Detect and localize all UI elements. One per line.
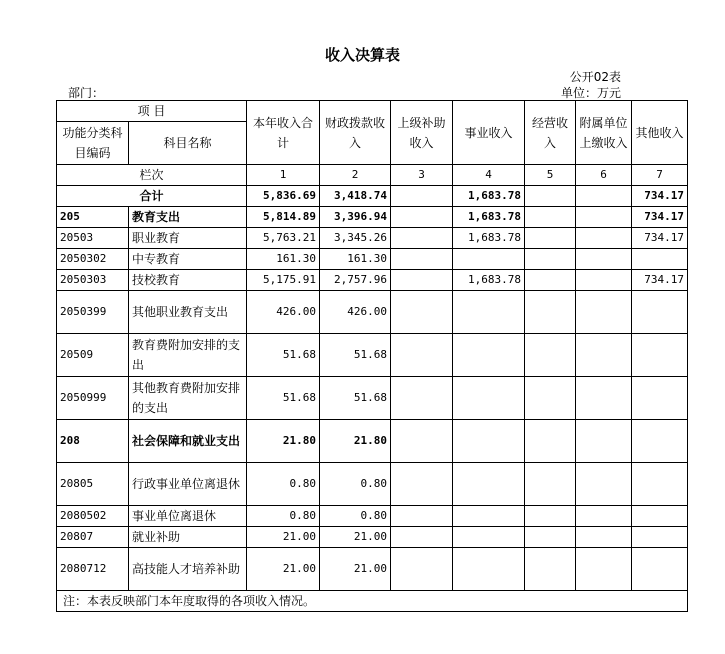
value-cell xyxy=(391,207,453,228)
value-cell xyxy=(525,506,576,527)
table-row xyxy=(57,207,688,228)
value-cell: 0.80 xyxy=(320,506,391,527)
value-cell xyxy=(632,291,688,334)
value-cell xyxy=(391,334,453,377)
header-business-income: 事业收入 xyxy=(453,101,525,165)
header-subject-name: 科目名称 xyxy=(129,122,247,165)
code-cell: 20805 xyxy=(57,463,129,506)
table-note: 注：本表反映部门本年度取得的各项收入情况。 xyxy=(57,591,688,612)
value-cell: 3,345.26 xyxy=(320,228,391,249)
value-cell xyxy=(391,548,453,591)
total-cell: 3,418.74 xyxy=(320,186,391,207)
value-cell xyxy=(453,548,525,591)
value-cell xyxy=(391,463,453,506)
seq-cell: 4 xyxy=(453,165,525,186)
value-cell xyxy=(632,377,688,420)
total-cell xyxy=(391,186,453,207)
seq-label: 栏次 xyxy=(57,165,247,186)
table-row xyxy=(57,506,688,527)
department-label: 部门： xyxy=(68,86,105,100)
table-row xyxy=(57,228,688,249)
value-cell: 161.30 xyxy=(320,249,391,270)
value-cell xyxy=(632,506,688,527)
code-cell: 2050399 xyxy=(57,291,129,334)
value-cell xyxy=(525,207,576,228)
code-cell: 20509 xyxy=(57,334,129,377)
subject-name-cell: 其他职业教育支出 xyxy=(129,291,247,334)
value-cell: 21.00 xyxy=(247,548,320,591)
value-cell xyxy=(391,249,453,270)
table-row xyxy=(57,249,688,270)
value-cell xyxy=(525,420,576,463)
value-cell xyxy=(632,420,688,463)
value-cell xyxy=(525,291,576,334)
header-superior-subsidy: 上级补助收入 xyxy=(391,101,453,165)
subject-name-cell: 高技能人才培养补助 xyxy=(129,548,247,591)
table-row xyxy=(57,377,688,420)
value-cell: 0.80 xyxy=(247,506,320,527)
value-cell: 51.68 xyxy=(247,334,320,377)
total-cell: 1,683.78 xyxy=(453,186,525,207)
value-cell xyxy=(453,377,525,420)
code-cell: 2050303 xyxy=(57,270,129,291)
value-cell: 734.17 xyxy=(632,228,688,249)
code-cell: 20807 xyxy=(57,527,129,548)
total-label: 合计 xyxy=(57,186,247,207)
seq-cell: 5 xyxy=(525,165,576,186)
value-cell: 51.68 xyxy=(320,334,391,377)
total-cell: 5,836.69 xyxy=(247,186,320,207)
value-cell xyxy=(453,527,525,548)
value-cell xyxy=(453,334,525,377)
code-cell: 2080712 xyxy=(57,548,129,591)
total-row xyxy=(57,186,688,207)
value-cell: 21.00 xyxy=(320,527,391,548)
value-cell xyxy=(525,228,576,249)
value-cell xyxy=(576,377,632,420)
code-cell: 208 xyxy=(57,420,129,463)
seq-cell: 2 xyxy=(320,165,391,186)
value-cell xyxy=(525,527,576,548)
total-cell xyxy=(576,186,632,207)
value-cell xyxy=(632,249,688,270)
value-cell: 5,814.89 xyxy=(247,207,320,228)
code-cell: 205 xyxy=(57,207,129,228)
value-cell xyxy=(453,291,525,334)
value-cell xyxy=(576,506,632,527)
value-cell xyxy=(576,249,632,270)
value-cell xyxy=(525,463,576,506)
value-cell xyxy=(576,207,632,228)
total-cell xyxy=(525,186,576,207)
subject-name-cell: 社会保障和就业支出 xyxy=(129,420,247,463)
value-cell xyxy=(453,506,525,527)
value-cell: 51.68 xyxy=(247,377,320,420)
value-cell xyxy=(632,527,688,548)
value-cell: 2,757.96 xyxy=(320,270,391,291)
value-cell xyxy=(525,270,576,291)
value-cell: 1,683.78 xyxy=(453,228,525,249)
subject-name-cell: 就业补助 xyxy=(129,527,247,548)
header-operating-income: 经营收入 xyxy=(525,101,576,165)
header-func-code: 功能分类科目编码 xyxy=(57,122,129,165)
header-affiliated-income: 附属单位上缴收入 xyxy=(576,101,632,165)
table-row xyxy=(57,270,688,291)
value-cell: 51.68 xyxy=(320,377,391,420)
value-cell xyxy=(391,420,453,463)
value-cell xyxy=(453,249,525,270)
value-cell: 0.80 xyxy=(247,463,320,506)
income-final-accounts-table xyxy=(56,100,688,612)
header-item: 项 目 xyxy=(57,101,247,122)
seq-cell: 3 xyxy=(391,165,453,186)
value-cell: 426.00 xyxy=(247,291,320,334)
value-cell xyxy=(391,270,453,291)
value-cell xyxy=(391,228,453,249)
value-cell xyxy=(576,548,632,591)
header-other-income: 其他收入 xyxy=(632,101,688,165)
header-total-income: 本年收入合计 xyxy=(247,101,320,165)
value-cell xyxy=(576,334,632,377)
total-cell: 734.17 xyxy=(632,186,688,207)
seq-cell: 1 xyxy=(247,165,320,186)
table-row xyxy=(57,291,688,334)
value-cell: 1,683.78 xyxy=(453,270,525,291)
subject-name-cell: 技校教育 xyxy=(129,270,247,291)
table-row xyxy=(57,334,688,377)
value-cell: 5,763.21 xyxy=(247,228,320,249)
subject-name-cell: 教育费附加安排的支出 xyxy=(129,334,247,377)
subject-name-cell: 其他教育费附加安排的支出 xyxy=(129,377,247,420)
value-cell: 161.30 xyxy=(247,249,320,270)
subject-name-cell: 事业单位离退休 xyxy=(129,506,247,527)
value-cell xyxy=(525,249,576,270)
unit-label: 单位：万元 xyxy=(560,86,621,100)
value-cell: 1,683.78 xyxy=(453,207,525,228)
subject-name-cell: 职业教育 xyxy=(129,228,247,249)
value-cell: 0.80 xyxy=(320,463,391,506)
seq-cell: 6 xyxy=(576,165,632,186)
subject-name-cell: 行政事业单位离退休 xyxy=(129,463,247,506)
seq-cell: 7 xyxy=(632,165,688,186)
header-fiscal-income: 财政拨款收入 xyxy=(320,101,391,165)
code-cell: 20503 xyxy=(57,228,129,249)
value-cell xyxy=(576,527,632,548)
subject-name-cell: 教育支出 xyxy=(129,207,247,228)
value-cell xyxy=(525,334,576,377)
table-row xyxy=(57,463,688,506)
value-cell: 734.17 xyxy=(632,207,688,228)
value-cell xyxy=(576,291,632,334)
value-cell xyxy=(391,506,453,527)
value-cell: 734.17 xyxy=(632,270,688,291)
value-cell: 21.00 xyxy=(320,548,391,591)
value-cell xyxy=(576,228,632,249)
value-cell xyxy=(391,377,453,420)
value-cell xyxy=(576,270,632,291)
report-title: 收入决算表 xyxy=(324,46,400,64)
table-row xyxy=(57,548,688,591)
value-cell xyxy=(632,463,688,506)
note-row xyxy=(57,591,688,612)
value-cell: 3,396.94 xyxy=(320,207,391,228)
value-cell xyxy=(576,420,632,463)
value-cell: 21.00 xyxy=(247,527,320,548)
value-cell: 426.00 xyxy=(320,291,391,334)
code-cell: 2050302 xyxy=(57,249,129,270)
value-cell: 21.80 xyxy=(247,420,320,463)
value-cell xyxy=(453,420,525,463)
subject-name-cell: 中专教育 xyxy=(129,249,247,270)
value-cell xyxy=(391,527,453,548)
value-cell xyxy=(525,548,576,591)
value-cell xyxy=(632,548,688,591)
value-cell xyxy=(453,463,525,506)
value-cell xyxy=(391,291,453,334)
value-cell xyxy=(632,334,688,377)
value-cell xyxy=(525,377,576,420)
value-cell: 21.80 xyxy=(320,420,391,463)
form-number: 公开02表 xyxy=(569,70,621,84)
value-cell xyxy=(576,463,632,506)
value-cell: 5,175.91 xyxy=(247,270,320,291)
code-cell: 2050999 xyxy=(57,377,129,420)
code-cell: 2080502 xyxy=(57,506,129,527)
table-row xyxy=(57,527,688,548)
table-row xyxy=(57,420,688,463)
